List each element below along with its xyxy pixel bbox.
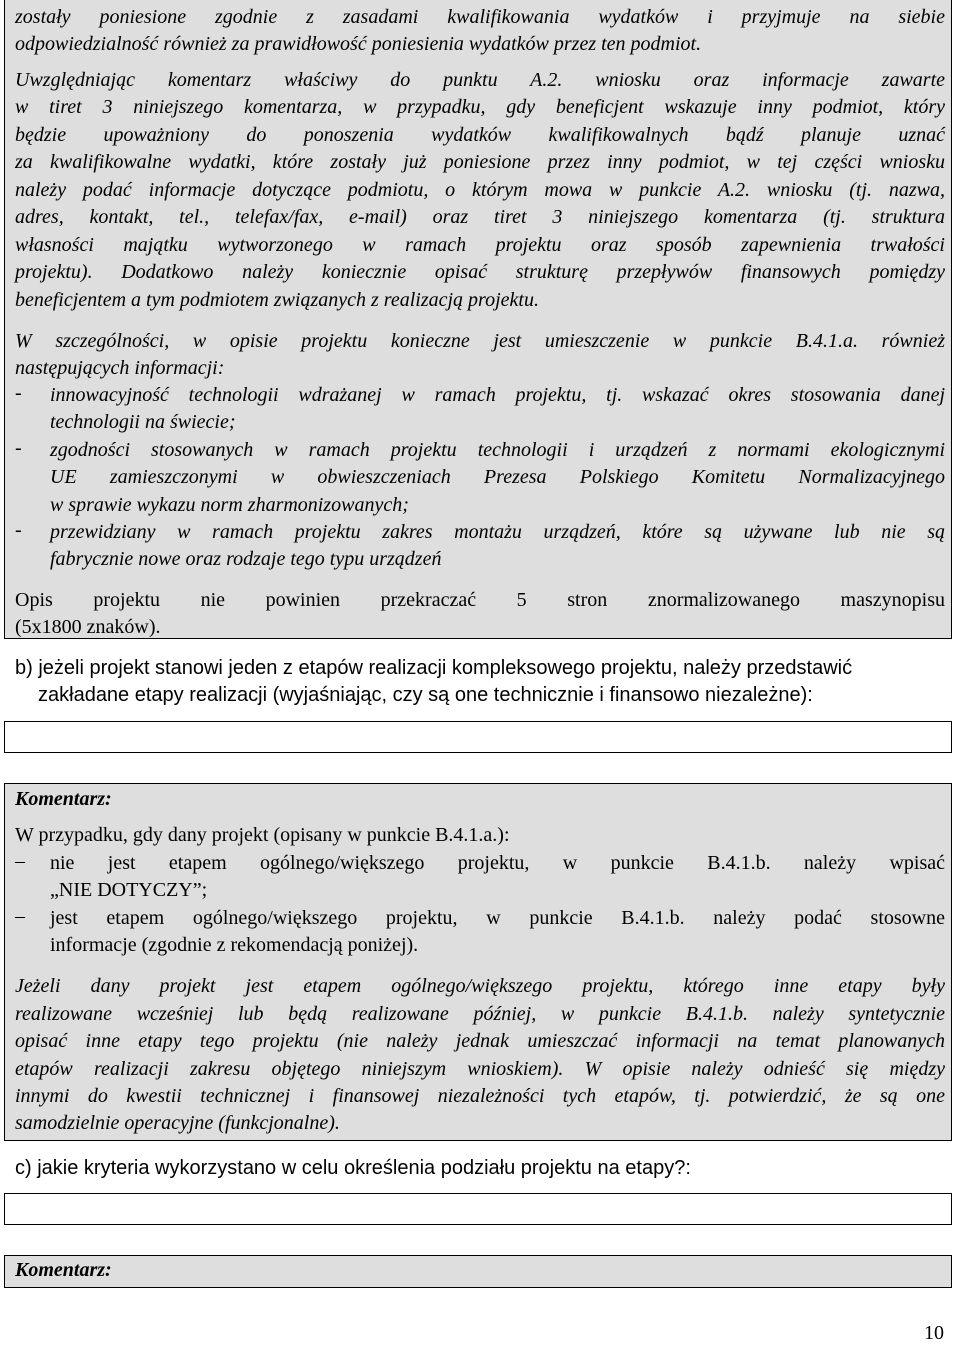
bullet-dash: – <box>15 850 25 872</box>
list-item-line: jest etapem ogólnego/większego projektu, w punkcie B.4.1.b. należy podać stosowne <box>50 907 945 929</box>
comment-label: Komentarz: <box>15 1259 112 1281</box>
text-line: za kwalifikowalne wydatki, które zostały już poniesione przez inny podmiot, w tej części wniosku <box>15 151 945 173</box>
answer-field-b[interactable] <box>4 721 952 753</box>
text-line: Jeżeli dany projekt jest etapem ogólnego/większego projektu, którego inne etapy były <box>15 975 945 997</box>
list-item-line: nie jest etapem ogólnego/większego projektu, w punkcie B.4.1.b. należy wpisać <box>50 852 945 874</box>
bullet-dash: - <box>15 437 22 459</box>
list-item-line: zgodności stosowanych w ramach projektu technologii i urządzeń z normami ekologicznymi <box>50 439 945 461</box>
question-b-line: b) jeżeli projekt stanowi jeden z etapów realizacji kompleksowego projektu, należy przedstawić <box>15 657 853 679</box>
text-line: następujących informacji: <box>15 357 225 379</box>
question-b-line: zakładane etapy realizacji (wyjaśniając, czy są one technicznie i finansowo niezależne): <box>38 684 813 706</box>
text-line: realizowane wcześniej lub będą realizowane później, w punkcie B.4.1.b. należy syntetycznie <box>15 1003 945 1025</box>
text-line: odpowiedzialność również za prawidłowość poniesienia wydatków przez ten podmiot. <box>15 33 702 55</box>
text-line: beneficjentem a tym podmiotem związanych z realizacją projektu. <box>15 289 539 311</box>
list-item-line: innowacyjność technologii wdrażanej w ramach projektu, tj. wskazać okres stosowania danej <box>50 384 945 406</box>
bullet-dash: - <box>15 382 22 404</box>
page-number: 10 <box>924 1322 944 1344</box>
text-line: W szczególności, w opisie projektu konieczne jest umieszczenie w punkcie B.4.1.a. również <box>15 330 945 352</box>
text-line: (5x1800 znaków). <box>15 616 161 638</box>
list-item-line: fabrycznie nowe oraz rodzaje tego typu urządzeń <box>50 548 442 570</box>
text-line: zostały poniesione zgodnie z zasadami kwalifikowania wydatków i przyjmuje na siebie <box>15 6 945 28</box>
comment-label: Komentarz: <box>15 788 112 810</box>
text-line: należy podać informacje dotyczące podmiotu, o którym mowa w punkcie A.2. wniosku (tj. nazwa, <box>15 179 945 201</box>
text-line: opisać inne etapy tego projektu (nie należy jednak umieszczać informacji na temat planowanych <box>15 1030 945 1052</box>
list-item-line: przewidziany w ramach projektu zakres montażu urządzeń, które są używane lub nie są <box>50 521 945 543</box>
text-line: w tiret 3 niniejszego komentarza, w przypadku, gdy beneficjent wskazuje inny podmiot, który <box>15 96 945 118</box>
bullet-dash: - <box>15 519 22 541</box>
text-line: samodzielnie operacyjne (funkcjonalne). <box>15 1112 340 1134</box>
question-c: c) jakie kryteria wykorzystano w celu określenia podziału projektu na etapy?: <box>15 1157 691 1179</box>
text-line: adres, kontakt, tel., telefax/fax, e-mail) oraz tiret 3 niniejszego komentarza (tj. struktura <box>15 206 945 228</box>
list-item-line: „NIE DOTYCZY”; <box>50 879 208 901</box>
list-item-line: UE zamieszczonymi w obwieszczeniach Prezesa Polskiego Komitetu Normalizacyjnego <box>50 466 945 488</box>
text-line: W przypadku, gdy dany projekt (opisany w punkcie B.4.1.a.): <box>15 824 510 846</box>
bullet-dash: – <box>15 905 25 927</box>
list-item-line: technologii na świecie; <box>50 411 236 433</box>
text-line: będzie upoważniony do ponoszenia wydatków kwalifikowalnych bądź planuje uznać <box>15 124 945 146</box>
text-line: innymi do kwestii technicznej i finansowej niezależności tych etapów, tj. potwierdzić, że są one <box>15 1085 945 1107</box>
text-line: Opis projektu nie powinien przekraczać 5 stron znormalizowanego maszynopisu <box>15 589 945 611</box>
list-item-line: informacje (zgodnie z rekomendacją poniżej). <box>50 934 419 956</box>
list-item-line: w sprawie wykazu norm zharmonizowanych; <box>50 494 409 516</box>
answer-field-c[interactable] <box>4 1193 952 1225</box>
comment-box-bottom <box>4 1255 952 1288</box>
text-line: etapów realizacji zakresu objętego niniejszym wnioskiem). W opisie należy odnieść się między <box>15 1058 945 1080</box>
text-line: projektu). Dodatkowo należy koniecznie opisać strukturę przepływów finansowych pomiędzy <box>15 261 945 283</box>
text-line: własności majątku wytworzonego w ramach projektu oraz sposób zapewnienia trwałości <box>15 234 945 256</box>
text-line: Uwzględniając komentarz właściwy do punktu A.2. wniosku oraz informacje zawarte <box>15 69 945 91</box>
